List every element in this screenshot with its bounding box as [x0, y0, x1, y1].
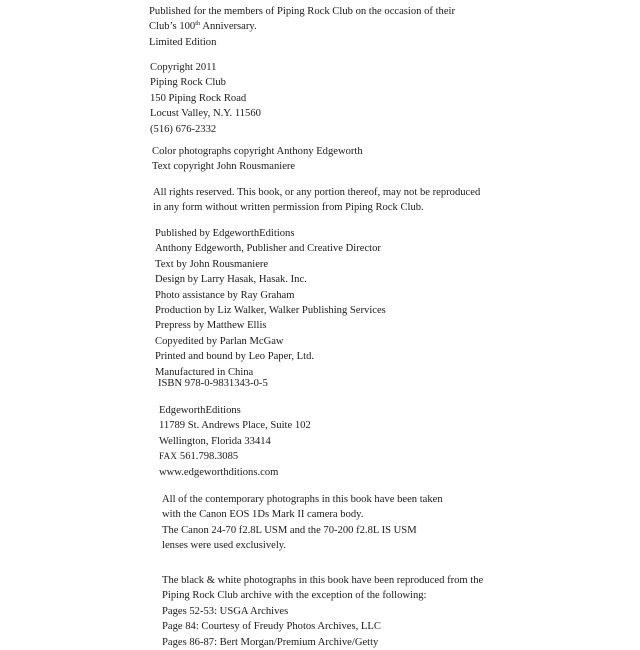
intro-line: Published for the members of Piping Rock Club on the occasion of their [149, 6, 455, 17]
archive-credit-line: Page 84: Courtesy of Freudy Photos Archives, LLC [162, 621, 381, 633]
publisher-fax [159, 449, 311, 464]
text-copyright: Text copyright John Rousmaniere [152, 161, 296, 173]
camera-note-line: The Canon 24-70 f2.8L USM and the 70-200 f2.8L IS USM [162, 524, 417, 536]
rights-line: All rights reserved. This book, or any portion thereof, may not be reproduced [153, 187, 481, 198]
rights-block [153, 185, 480, 216]
anniversary-text: Club’s 100 [149, 21, 196, 33]
publisher-address-block [159, 403, 311, 480]
rights-line: in any form without written permission from Piping Rock Club. [153, 202, 424, 214]
credit-line: Copyedited by Parlan McGaw [155, 335, 284, 347]
club-city: Locust Valley, N.Y. 11560 [150, 108, 261, 120]
camera-note-line: with the Canon EOS 1Ds Mark II camera body. [162, 509, 364, 521]
archive-note-line: The black & white photographs in this book have been reproduced from the [162, 575, 484, 586]
fax-number: 561.798.3085 [177, 451, 239, 463]
credit-line: Anthony Edgeworth, Publisher and Creative Director [155, 243, 381, 255]
camera-note-line: All of the contemporary photographs in this book have been taken [162, 494, 443, 505]
camera-note-line: lenses were used exclusively. [162, 540, 287, 552]
credit-line: Text by John Rousmaniere [155, 258, 269, 270]
club-name: Piping Rock Club [150, 77, 226, 89]
edition-line: Limited Edition [149, 36, 217, 48]
intro-block [149, 4, 455, 50]
photo-text-copyright-block [152, 144, 363, 175]
ordinal-suffix: th [195, 20, 201, 28]
copyright-year: Copyright 2011 [150, 62, 217, 73]
publisher-name: EdgeworthEditions [159, 405, 241, 416]
isbn-block [158, 376, 268, 391]
photo-copyright: Color photographs copyright Anthony Edgeworth [152, 146, 363, 157]
credit-line: Manufactured in China [155, 366, 254, 378]
archive-credit-line: Pages 52-53: USGA Archives [162, 605, 289, 617]
club-street: 150 Piping Rock Road [150, 92, 247, 104]
archive-note-line: Piping Rock Club archive with the exception of the following: [162, 590, 427, 602]
fax-label: FAX [159, 451, 178, 462]
archive-credit-line: Pages 86-87: Bert Morgan/Premium Archive/Getty [162, 636, 379, 648]
credit-line: Prepress by Matthew Ellis [155, 320, 267, 332]
anniversary-text-end: Anniversary. [200, 21, 257, 33]
credit-line: Production by Liz Walker, Walker Publishing Services [155, 304, 386, 316]
credit-line: Published by EdgeworthEditions [155, 228, 295, 239]
credit-line: Printed and bound by Leo Paper, Ltd. [155, 351, 315, 363]
credit-line: Design by Larry Hasak, Hasak. Inc. [155, 274, 307, 286]
archive-note-block [162, 573, 483, 650]
isbn-number: ISBN 978-0-9831343-0-5 [158, 378, 268, 389]
credit-line: Photo assistance by Ray Graham [155, 289, 295, 301]
anniversary-line [149, 19, 455, 34]
production-credits-block [155, 226, 386, 380]
publisher-website: www.edgeworthditions.com [159, 466, 279, 478]
club-phone: (516) 676-2332 [150, 123, 217, 135]
publisher-street: 11789 St. Andrews Place, Suite 102 [159, 420, 311, 432]
publisher-city: Wellington, Florida 33414 [159, 435, 271, 447]
camera-note-block [162, 492, 443, 554]
copyright-block [150, 60, 261, 137]
